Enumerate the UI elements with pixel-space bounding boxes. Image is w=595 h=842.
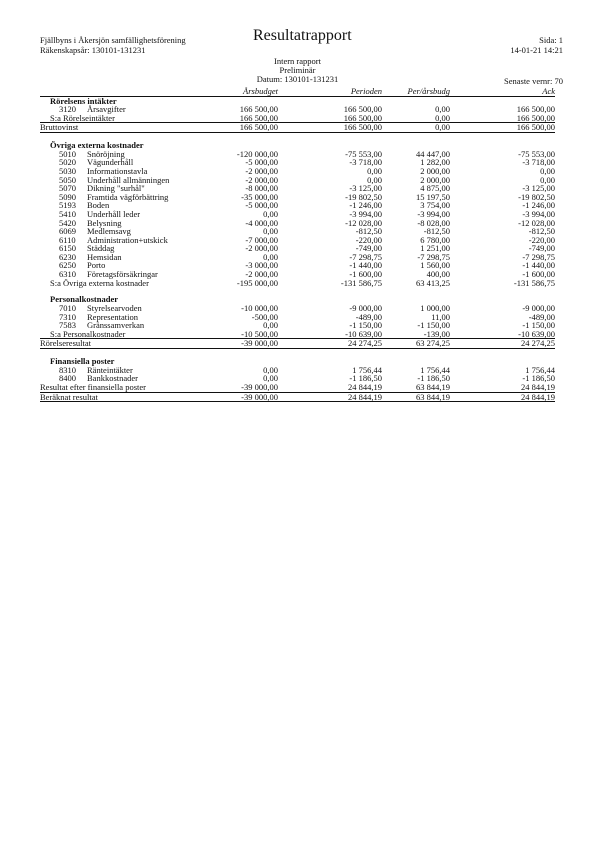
amount-cell: -3 718,00 xyxy=(522,157,555,168)
amount-cell: 44 447,00 xyxy=(416,148,450,159)
section-title-text: Personalkostnader xyxy=(50,294,118,305)
total-row xyxy=(40,383,555,393)
account-name: Ränteintäkter xyxy=(87,364,133,375)
amount-cell: -35 000,00 xyxy=(241,191,278,202)
subtotal-row xyxy=(40,114,555,124)
amount-cell: -9 000,00 xyxy=(349,303,382,314)
account-name: Hemsidan xyxy=(87,251,122,262)
amount-cell: -12 028,00 xyxy=(518,217,555,228)
amount-cell: -1 440,00 xyxy=(522,260,555,271)
total-row xyxy=(40,339,555,349)
amount-cell: 2 000,00 xyxy=(420,165,450,176)
amount-cell: -220,00 xyxy=(528,234,555,245)
total-row xyxy=(40,123,555,133)
amount-cell: -12 028,00 xyxy=(345,217,382,228)
amount-cell: 63 413,25 xyxy=(416,277,450,288)
amount-cell: -39 000,00 xyxy=(241,338,278,349)
amount-cell: -7 298,75 xyxy=(417,251,450,262)
amount-cell: 1 560,00 xyxy=(420,260,450,271)
column-header: Perioden xyxy=(350,86,382,96)
amount-cell: 0,00 xyxy=(263,320,278,331)
column-header-row xyxy=(40,87,555,97)
amount-cell: -5 000,00 xyxy=(245,157,278,168)
amount-cell: 166 500,00 xyxy=(343,112,382,123)
amount-cell: -1 150,00 xyxy=(417,320,450,331)
account-name: Dikning "surhål" xyxy=(87,183,145,194)
amount-cell: -10 639,00 xyxy=(345,328,382,339)
amount-cell: 0,00 xyxy=(435,122,450,133)
amount-cell: -3 000,00 xyxy=(245,260,278,271)
amount-cell: -19 802,50 xyxy=(345,191,382,202)
amount-cell: 24 274,25 xyxy=(521,338,555,349)
amount-cell: -3 994,00 xyxy=(417,208,450,219)
amount-cell: -1 246,00 xyxy=(522,200,555,211)
subtotal-label: S:a Rörelseintäkter xyxy=(50,112,115,123)
amount-cell: -489,00 xyxy=(355,311,382,322)
section-title-text: Övriga externa kostnader xyxy=(50,140,144,151)
amount-cell: 4 875,00 xyxy=(420,183,450,194)
amount-cell: -5 000,00 xyxy=(245,200,278,211)
amount-cell: -2 000,00 xyxy=(245,243,278,254)
subtotal-label: S:a Övriga externa kostnader xyxy=(50,277,149,288)
amount-cell: 166 500,00 xyxy=(516,104,555,115)
amount-cell: -10 500,00 xyxy=(241,328,278,339)
account-number: 6230 xyxy=(59,251,76,262)
report-title: Resultatrapport xyxy=(253,27,352,44)
amount-cell: 0,00 xyxy=(263,251,278,262)
account-number: 5090 xyxy=(59,191,76,202)
report-subtitle-internal: Intern rapport xyxy=(274,56,321,66)
amount-cell: 1 251,00 xyxy=(420,243,450,254)
column-header: Ack xyxy=(542,86,555,96)
total-label: Rörelseresultat xyxy=(40,338,91,349)
amount-cell: 166 500,00 xyxy=(239,104,278,115)
account-number: 5420 xyxy=(59,217,76,228)
amount-cell: 63 844,19 xyxy=(416,381,450,392)
amount-cell: 24 844,19 xyxy=(521,391,555,402)
amount-cell: -7 298,75 xyxy=(522,251,555,262)
amount-cell: -10 000,00 xyxy=(241,303,278,314)
amount-cell: -139,00 xyxy=(423,328,450,339)
amount-cell: -749,00 xyxy=(355,243,382,254)
result-table xyxy=(40,87,555,402)
column-header: Årsbudget xyxy=(243,86,278,96)
amount-cell: -4 000,00 xyxy=(245,217,278,228)
account-number: 5050 xyxy=(59,174,76,185)
amount-cell: -3 125,00 xyxy=(349,183,382,194)
amount-cell: 1 756,44 xyxy=(525,364,555,375)
amount-cell: 11,00 xyxy=(431,311,450,322)
amount-cell: -75 553,00 xyxy=(345,148,382,159)
amount-cell: 166 500,00 xyxy=(239,112,278,123)
amount-cell: 0,00 xyxy=(435,104,450,115)
account-number: 6069 xyxy=(59,226,76,237)
account-name: Bankkostnader xyxy=(87,373,138,384)
amount-cell: -1 600,00 xyxy=(522,269,555,280)
account-number: 5193 xyxy=(59,200,76,211)
amount-cell: -1 186,50 xyxy=(522,373,555,384)
org-name: Fjällbyns i Åkersjön samfällighetsförening xyxy=(40,35,186,45)
subtotal-row xyxy=(40,330,555,340)
amount-cell: 0,00 xyxy=(540,174,555,185)
amount-cell: -1 246,00 xyxy=(349,200,382,211)
amount-cell: -9 000,00 xyxy=(522,303,555,314)
account-name: Vägunderhåll xyxy=(87,157,134,168)
amount-cell: -131 586,75 xyxy=(340,277,382,288)
total-label: Resultat efter finansiella poster xyxy=(40,381,146,392)
amount-cell: -220,00 xyxy=(355,234,382,245)
amount-cell: -1 186,50 xyxy=(349,373,382,384)
account-number: 7310 xyxy=(59,311,76,322)
account-name: Städdag xyxy=(87,243,115,254)
report-period: Datum: 130101-131231 xyxy=(256,74,339,84)
account-number: 5030 xyxy=(59,165,76,176)
amount-cell: 24 844,19 xyxy=(348,391,382,402)
total-row xyxy=(40,393,555,403)
account-number: 6110 xyxy=(59,234,76,245)
account-name: Boden xyxy=(87,200,110,211)
amount-cell: 1 000,00 xyxy=(420,303,450,314)
amount-cell: 166 500,00 xyxy=(516,112,555,123)
amount-cell: -7 000,00 xyxy=(245,234,278,245)
table-row xyxy=(40,193,555,202)
section-title-text: Finansiella poster xyxy=(50,356,115,367)
amount-cell: -1 600,00 xyxy=(349,269,382,280)
section-spacer xyxy=(40,349,555,357)
table-row xyxy=(40,236,555,245)
page-number: Sida: 1 xyxy=(539,35,563,45)
amount-cell: 166 500,00 xyxy=(516,122,555,133)
account-number: 5020 xyxy=(59,157,76,168)
account-name: Representation xyxy=(87,311,138,322)
amount-cell: -3 718,00 xyxy=(349,157,382,168)
account-number: 6250 xyxy=(59,260,76,271)
total-label: Beräknat resultat xyxy=(40,391,98,402)
amount-cell: 166 500,00 xyxy=(343,104,382,115)
amount-cell: -749,00 xyxy=(528,243,555,254)
amount-cell: 15 197,50 xyxy=(416,191,450,202)
account-number: 8310 xyxy=(59,364,76,375)
fiscal-year: Räkenskapsår: 130101-131231 xyxy=(40,45,146,55)
amount-cell: 2 000,00 xyxy=(420,174,450,185)
amount-cell: -1 440,00 xyxy=(349,260,382,271)
account-number: 8400 xyxy=(59,373,76,384)
account-number: 6150 xyxy=(59,243,76,254)
amount-cell: 24 844,19 xyxy=(348,381,382,392)
account-number: 3120 xyxy=(59,104,76,115)
account-name: Underhåll allmänningen xyxy=(87,174,170,185)
amount-cell: -39 000,00 xyxy=(241,391,278,402)
amount-cell: -812,50 xyxy=(528,226,555,237)
account-number: 5010 xyxy=(59,148,76,159)
amount-cell: -3 994,00 xyxy=(522,208,555,219)
amount-cell: 24 274,25 xyxy=(348,338,382,349)
amount-cell: 0,00 xyxy=(263,208,278,219)
amount-cell: 1 756,44 xyxy=(420,364,450,375)
amount-cell: -1 150,00 xyxy=(522,320,555,331)
amount-cell: -7 298,75 xyxy=(349,251,382,262)
amount-cell: -8 000,00 xyxy=(245,183,278,194)
section-title-text: Rörelsens intäkter xyxy=(50,95,117,106)
amount-cell: 0,00 xyxy=(435,112,450,123)
account-name: Informationstavla xyxy=(87,165,148,176)
amount-cell: -131 586,75 xyxy=(513,277,555,288)
total-label: Bruttovinst xyxy=(40,122,79,133)
amount-cell: -19 802,50 xyxy=(518,191,555,202)
amount-cell: 63 274,25 xyxy=(416,338,450,349)
account-name: Företagsförsäkringar xyxy=(87,269,158,280)
amount-cell: 400,00 xyxy=(426,269,450,280)
amount-cell: 0,00 xyxy=(367,165,382,176)
amount-cell: 63 844,19 xyxy=(416,391,450,402)
subtotal-row xyxy=(40,279,555,288)
account-name: Belysning xyxy=(87,217,122,228)
column-header: Per/årsbudg xyxy=(407,86,450,96)
account-number: 7583 xyxy=(59,320,76,331)
amount-cell: -2 000,00 xyxy=(245,165,278,176)
amount-cell: 24 844,19 xyxy=(521,381,555,392)
amount-cell: -3 125,00 xyxy=(522,183,555,194)
amount-cell: 6 780,00 xyxy=(420,234,450,245)
amount-cell: -195 000,00 xyxy=(236,277,278,288)
amount-cell: -120 000,00 xyxy=(236,148,278,159)
amount-cell: -489,00 xyxy=(528,311,555,322)
account-name: Medlemsavg xyxy=(87,226,131,237)
account-name: Gränssamverkan xyxy=(87,320,145,331)
amount-cell: -8 028,00 xyxy=(417,217,450,228)
amount-cell: 0,00 xyxy=(263,226,278,237)
account-name: Årsavgifter xyxy=(87,104,126,115)
table-row xyxy=(40,253,555,262)
account-name: Administration+utskick xyxy=(87,234,168,245)
amount-cell: 166 500,00 xyxy=(239,122,278,133)
account-number: 7010 xyxy=(59,303,76,314)
amount-cell: -75 553,00 xyxy=(518,148,555,159)
amount-cell: -2 000,00 xyxy=(245,174,278,185)
print-datetime: 14-01-21 14:21 xyxy=(510,45,563,55)
amount-cell: 0,00 xyxy=(263,373,278,384)
account-name: Framtida vägförbättring xyxy=(87,191,169,202)
account-name: Porto xyxy=(87,260,106,271)
account-number: 6310 xyxy=(59,269,76,280)
amount-cell: 166 500,00 xyxy=(343,122,382,133)
last-verification-number: Senaste vernr: 70 xyxy=(503,76,563,86)
amount-cell: 0,00 xyxy=(367,174,382,185)
amount-cell: -500,00 xyxy=(251,311,278,322)
amount-cell: -1 186,50 xyxy=(417,373,450,384)
amount-cell: -1 150,00 xyxy=(349,320,382,331)
account-name: Styrelsearvoden xyxy=(87,303,142,314)
amount-cell: -2 000,00 xyxy=(245,269,278,280)
amount-cell: -812,50 xyxy=(355,226,382,237)
amount-cell: 3 754,00 xyxy=(420,200,450,211)
amount-cell: 1 756,44 xyxy=(352,364,382,375)
amount-cell: 0,00 xyxy=(540,165,555,176)
table-row xyxy=(40,105,555,114)
amount-cell: -10 639,00 xyxy=(518,328,555,339)
amount-cell: 0,00 xyxy=(263,364,278,375)
subtotal-label: S:a Personalkostnader xyxy=(50,328,126,339)
amount-cell: -39 000,00 xyxy=(241,381,278,392)
account-name: Underhåll leder xyxy=(87,208,141,219)
amount-cell: -812,50 xyxy=(423,226,450,237)
account-number: 5070 xyxy=(59,183,76,194)
account-number: 5410 xyxy=(59,208,76,219)
report-subtitle-preliminary: Preliminär xyxy=(279,65,316,75)
amount-cell: 1 282,00 xyxy=(420,157,450,168)
account-name: Snöröjning xyxy=(87,148,125,159)
amount-cell: -3 994,00 xyxy=(349,208,382,219)
